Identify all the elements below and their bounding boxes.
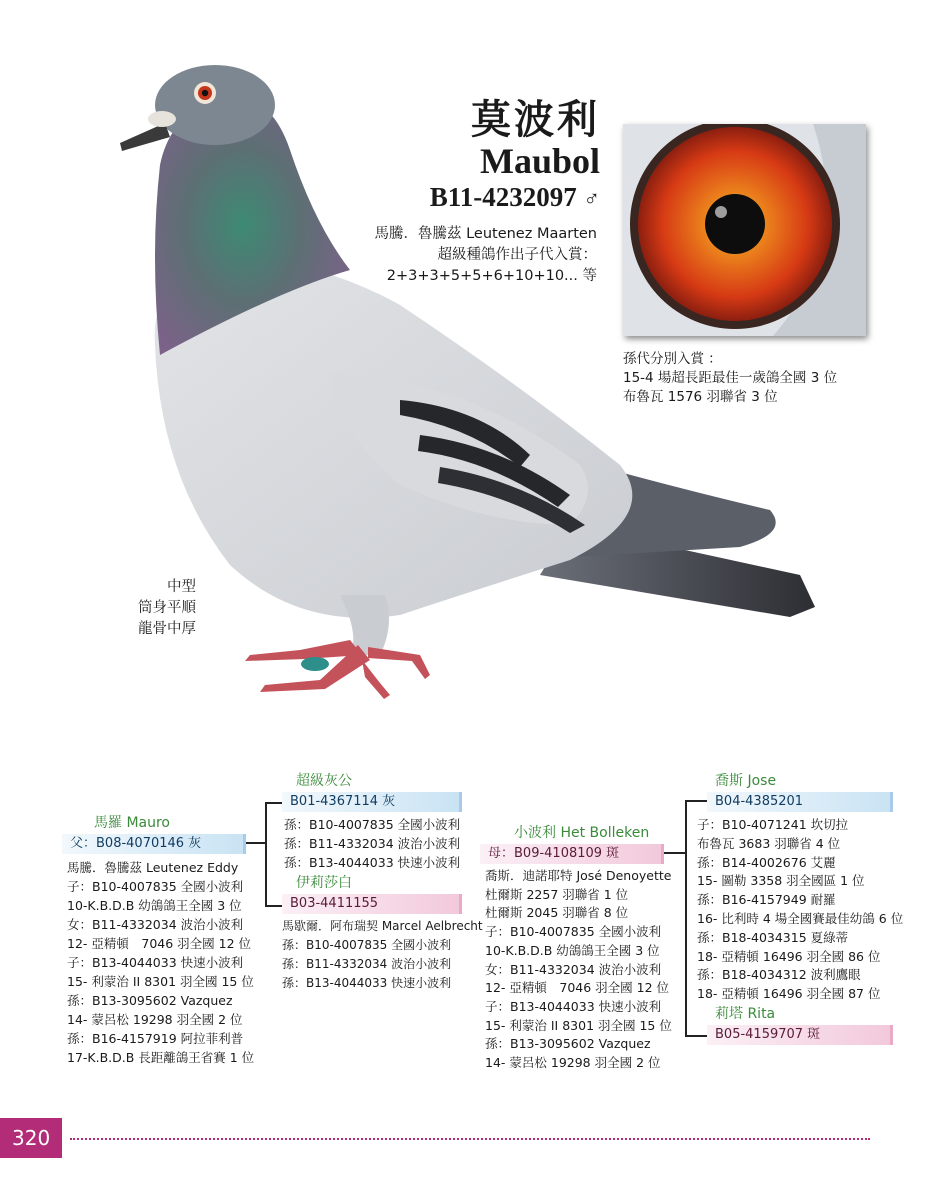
- sex-symbol-icon: ♂: [583, 186, 600, 211]
- sire-sire-notes: [282, 815, 472, 872]
- sire-dam-notes: [282, 917, 483, 993]
- note-line: 喬斯．迪諾耶特 José Denoyette: [485, 868, 672, 883]
- note-line: 12- 亞精頓 7046 羽全國 12 位: [67, 936, 252, 951]
- note-line: 孫：B10-4007835 全國小波利: [282, 938, 452, 952]
- note-line: 12- 亞精頓 7046 羽全國 12 位: [485, 980, 670, 996]
- note-line: 16- 比利時 4 場全國賽最佳幼鴿 6 位: [697, 910, 904, 926]
- note-line: 子：B10-4007835 全國小波利: [485, 924, 662, 940]
- sire-dam-ring: B03-4411155: [282, 894, 462, 914]
- note-line: 孫：B10-4007835 全國小波利: [284, 817, 461, 832]
- sire-dam-block: [282, 872, 483, 993]
- note-line: 孫：B18-4034312 波利鷹眼: [697, 967, 861, 983]
- note-line: 孫：B18-4034315 夏綠蒂: [697, 929, 849, 945]
- body-traits: [100, 577, 196, 640]
- grandchildren-line: 15-4 場超長距最佳一歲鴿全國 3 位: [623, 370, 838, 386]
- note-line: 孫：B16-4157919 阿拉菲利普: [67, 1031, 244, 1046]
- note-line: 18- 亞精頓 16496 羽全國 87 位: [697, 986, 881, 1002]
- sire-sire-block: [282, 770, 472, 872]
- note-line: 馬騰．魯騰茲 Leutenez Eddy: [67, 860, 239, 875]
- sire-sire-ring: B01-4367114 灰: [282, 792, 462, 812]
- dam-notes: [480, 867, 685, 1073]
- ring-number: B11-4232097: [429, 182, 577, 212]
- note-line: 孫：B11-4332034 波治小波利: [282, 957, 452, 971]
- note-line: 14- 蒙呂松 19298 羽全國 2 位: [485, 1055, 661, 1071]
- note-line: 10-K.B.D.B 幼鴿鴿王全國 3 位: [67, 898, 242, 913]
- dam-block: [480, 822, 685, 1073]
- pedigree-connector: [246, 842, 266, 844]
- note-line: 孫：B13-3095602 Vazquez: [485, 1036, 651, 1052]
- intro-line: 2+3+3+5+5+6+10+10... 等: [386, 268, 597, 284]
- sire-sire-name: 超級灰公: [296, 773, 352, 789]
- dam-dam-block: [695, 1003, 930, 1045]
- note-line: 布魯瓦 3683 羽聯省 4 位: [697, 835, 841, 851]
- grandchildren-results: [623, 350, 923, 407]
- note-line: 杜爾斯 2045 羽聯省 8 位: [485, 905, 629, 921]
- note-line: 杜爾斯 2257 羽聯省 1 位: [485, 886, 629, 902]
- note-line: 子：B10-4071241 坎切拉: [697, 817, 849, 832]
- note-line: 孫：B11-4332034 波治小波利: [284, 836, 461, 851]
- dam-dam-ring: B05-4159707 斑: [707, 1025, 893, 1045]
- note-line: 孫：B13-3095602 Vazquez: [67, 993, 233, 1008]
- trait-item: 龍骨中厚: [138, 621, 196, 637]
- dam-dam-name: 莉塔 Rita: [715, 1006, 776, 1022]
- note-line: 孫：B14-4002676 艾麗: [697, 854, 836, 870]
- page-number: 320: [0, 1118, 62, 1158]
- note-line: 子：B13-4044033 快速小波利: [485, 998, 662, 1014]
- intro-line: 超級種鴿作出子代入賞：: [437, 247, 597, 263]
- pedigree-connector: [685, 800, 687, 1036]
- eye-image: [623, 124, 866, 336]
- sire-name: 馬羅 Mauro: [94, 815, 170, 831]
- pigeon-name-english: Maubol: [479, 141, 600, 181]
- grandchildren-line: 孫代分別入賞 ：: [623, 351, 722, 367]
- intro-text: [300, 224, 597, 287]
- pedigree-connector: [265, 802, 267, 906]
- pedigree-connector: [664, 852, 686, 854]
- trait-item: 筒身平順: [138, 600, 196, 616]
- dam-ring: 母：B09-4108109 斑: [480, 844, 664, 864]
- dam-sire-block: [695, 770, 930, 1004]
- sire-notes: [62, 858, 262, 1067]
- note-line: 子：B10-4007835 全國小波利: [67, 879, 244, 894]
- note-line: 孫：B16-4157949 耐羅: [697, 892, 836, 908]
- dam-sire-ring: B04-4385201: [707, 792, 893, 812]
- ring-number-line: [300, 182, 600, 213]
- eye-photo: [623, 124, 866, 336]
- note-line: 孫：B13-4044033 快速小波利: [282, 976, 452, 990]
- note-line: 馬歇爾．阿布瑞契 Marcel Aelbrecht: [282, 919, 483, 933]
- dam-name: 小波利 Het Bolleken: [514, 825, 650, 841]
- sire-dam-name: 伊莉莎白: [296, 875, 352, 891]
- sire-block: [62, 812, 262, 1067]
- note-line: 10-K.B.D.B 幼鴿鴿王全國 3 位: [485, 942, 660, 958]
- note-line: 孫：B13-4044033 快速小波利: [284, 855, 461, 870]
- note-line: 15- 利蒙治 II 8301 羽全國 15 位: [67, 974, 254, 989]
- note-line: 女：B11-4332034 波治小波利: [485, 961, 662, 977]
- pigeon-name-chinese: 莫波利: [471, 96, 600, 143]
- note-line: 子：B13-4044033 快速小波利: [67, 955, 244, 970]
- note-line: 14- 蒙呂松 19298 羽全國 2 位: [67, 1012, 243, 1027]
- dam-sire-name: 喬斯 Jose: [715, 773, 777, 789]
- grandchildren-line: 布魯瓦 1576 羽聯省 3 位: [623, 389, 778, 405]
- intro-line: 馬騰．魯騰茲 Leutenez Maarten: [374, 226, 597, 242]
- note-line: 18- 亞精頓 16496 羽全國 86 位: [697, 948, 881, 964]
- sire-ring: 父：B08-4070146 灰: [62, 834, 246, 854]
- trait-item: 中型: [167, 579, 196, 595]
- footer-dotted-rule: [70, 1138, 870, 1140]
- note-line: 15- 圖勒 3358 羽全國區 1 位: [697, 873, 865, 889]
- note-line: 女：B11-4332034 波治小波利: [67, 917, 244, 932]
- note-line: 15- 利蒙治 II 8301 羽全國 15 位: [485, 1017, 672, 1033]
- dam-sire-notes: [695, 816, 930, 1004]
- note-line: 17-K.B.D.B 長距離鴿王省賽 1 位: [67, 1050, 255, 1065]
